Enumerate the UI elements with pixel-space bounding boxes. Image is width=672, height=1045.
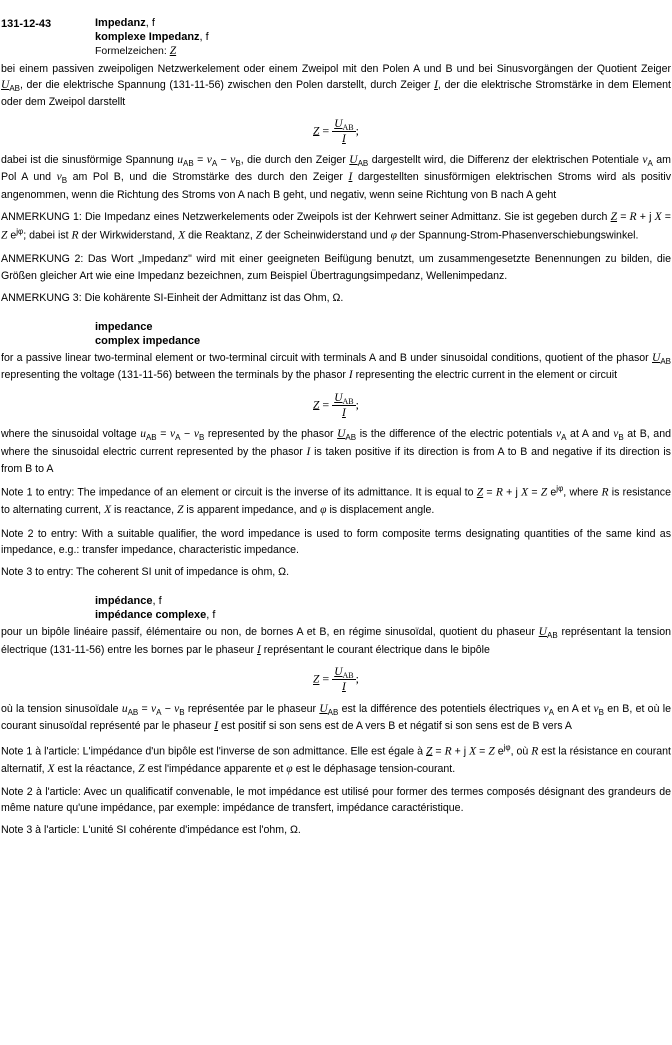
en-term-1: impedance [95, 320, 153, 333]
de-note-2: ANMERKUNG 2: Das Wort „Impedanz" wird mit einer geeigneten Beifügung benutzt, um zusammengesetzte Benennungen zu bilden, die Größen gleicher Art wie eine Impedanz bezeichnen, zum Beispiel Übertragungsimpedanz, Wellenimpedanz. [1, 253, 671, 282]
fr-term-1: impédance [95, 595, 153, 608]
entry-id: 131-12-43 [1, 18, 52, 30]
de-term-1: Impedanz [95, 17, 146, 29]
en-note-2: Note 2 to entry: With a suitable qualifier, the word impedance is used to form composite terms designating quantities of the same kind as impedance, e.g.: transfer impedance, characteristic impedance. [1, 527, 671, 556]
fr-term-2: impédance complexe [95, 609, 207, 622]
de-note-1: ANMERKUNG 1: Die Impedanz eines Netzwerkelements oder Zweipols ist der Kehrwert seiner Admittanz. Sie ist gegeben durch Z = R + j X = Z $e^{j\varphi}$; dabei ist R der Wirkwiderstand, X die Reaktanz, Z der Scheinwiderstand und φ der Spannung-Strom-Phasenverschiebungswinkel. [1, 211, 671, 242]
en-definition: for a passive linear two-terminal element or two-terminal circuit with terminals A and B under sinusoidal conditions, quotient of the phasor $U_{AB}$ representing the voltage (131-11-56) between the terminals by the phasor I representing the electric current in the element or circuit [1, 351, 671, 382]
fr-formula: Z = $\frac{U_{AB}}{I}$ ; [313, 666, 359, 694]
terminology-entry [1, 16, 671, 838]
fr-explanation: où la tension sinusoïdale $u_{AB} = v_A - v_B$ représentée par le phaseur $U_{AB}$ est la différence des potentiels électriques $v_A$ en A et $v_B$ en B, et où le courant sinusoïdal représenté par le phaseur I est positif si son sens est de A vers B et négatif si son sens est de B vers A [1, 702, 671, 733]
french-term-header: impédance, f impédance complexe, f [95, 595, 216, 622]
fr-note-2: Note 2 à l'article: Avec un qualificatif convenable, le mot impédance est utilisé pour former des termes composés désignant des grandeurs de même nature qu'une impédance, par exemple: impédance de transfert, impédance caractéristique. [1, 786, 671, 815]
de-symbol: Z [169, 45, 177, 58]
de-note-3: ANMERKUNG 3: Die kohärente SI-Einheit der Admittanz ist das Ohm, Ω. [1, 291, 344, 304]
de-symbol-label: Formelzeichen: [95, 45, 167, 58]
de-explanation: dabei ist die sinusförmige Spannung $u_{AB} = v_A - v_B$, die durch den Zeiger $U_{AB}$ dargestellt wird, die Differenz der elektrischen Potentiale $v_A$ am Pol A und $v_B$ am Pol B, und die Stromstärke des durch den Zeiger I dargestellten sinusförmigen elektrischen Stroms wird als positiv angenommen, wenn die Richtung des Stroms von A nach B geht, und negativ, wenn seine Richtung von B nach A geht [1, 153, 671, 201]
fr-definition: pour un bipôle linéaire passif, élémentaire ou non, de bornes A et B, en régime sinusoïdal, quotient du phaseur $U_{AB}$ représentant la tension électrique (131-11-56) entre les bornes par le phaseur I représentant le courant électrique dans le bipôle [1, 626, 671, 656]
en-formula: Z = $\frac{U_{AB}}{I}$ ; [313, 391, 359, 420]
german-term-header: 131-12-43 Impedanz, f komplexe Impedanz, f Formelzeichen: Z [1, 17, 209, 58]
fr-note-1: Note 1 à l'article: L'impédance d'un bipôle est l'inverse de son admittance. Elle est égale à Z = R + j X = Z $e^{j\varphi}$, où R est la résistance en courant alternatif, X est la réactance, Z est l'impédance apparente et φ est le déphasage tension-courant. [1, 742, 671, 775]
de-formula: Z = $\frac{U_{AB}}{I}$ ; [313, 117, 359, 145]
en-explanation: where the sinusoidal voltage $u_{AB} = v_A - v_B$ represented by the phasor $U_{AB}$ is the difference of the electric potentials $v_A$ at A and $v_B$ at B, and where the sinusoidal electric current represented by the phasor I is taken positive if its direction is from A to B and negative if its direction is from B to A [1, 428, 671, 476]
fr-note-3: Note 3 à l'article: L'unité SI cohérente d'impédance est l'ohm, Ω. [1, 824, 301, 837]
de-definition: bei einem passiven zweipoligen Netzwerkelement oder einem Zweipol mit den Polen A und B und bei Sinusvorgängen der Quotient Zeiger $U_{AB}$, der die elektrische Spannung (131-11-56) zwischen den Polen darstellt, durch Zeiger I, der die elektrische Stromstärke in dem Element oder dem Zweipol darstellt [1, 62, 671, 109]
en-note-1: Note 1 to entry: The impedance of an element or circuit is the inverse of its admittance. It is equal to Z = R + j X = Z $e^{j\varphi}$, where R is resistance to alternating current, X is reactance, Z is apparent impedance, and φ is displacement angle. [1, 484, 671, 517]
english-term-header [1, 320, 671, 348]
de-term-2: komplexe Impedanz [95, 31, 200, 44]
en-term-2: complex impedance [95, 334, 201, 347]
en-note-3: Note 3 to entry: The coherent SI unit of impedance is ohm, Ω. [1, 565, 290, 578]
